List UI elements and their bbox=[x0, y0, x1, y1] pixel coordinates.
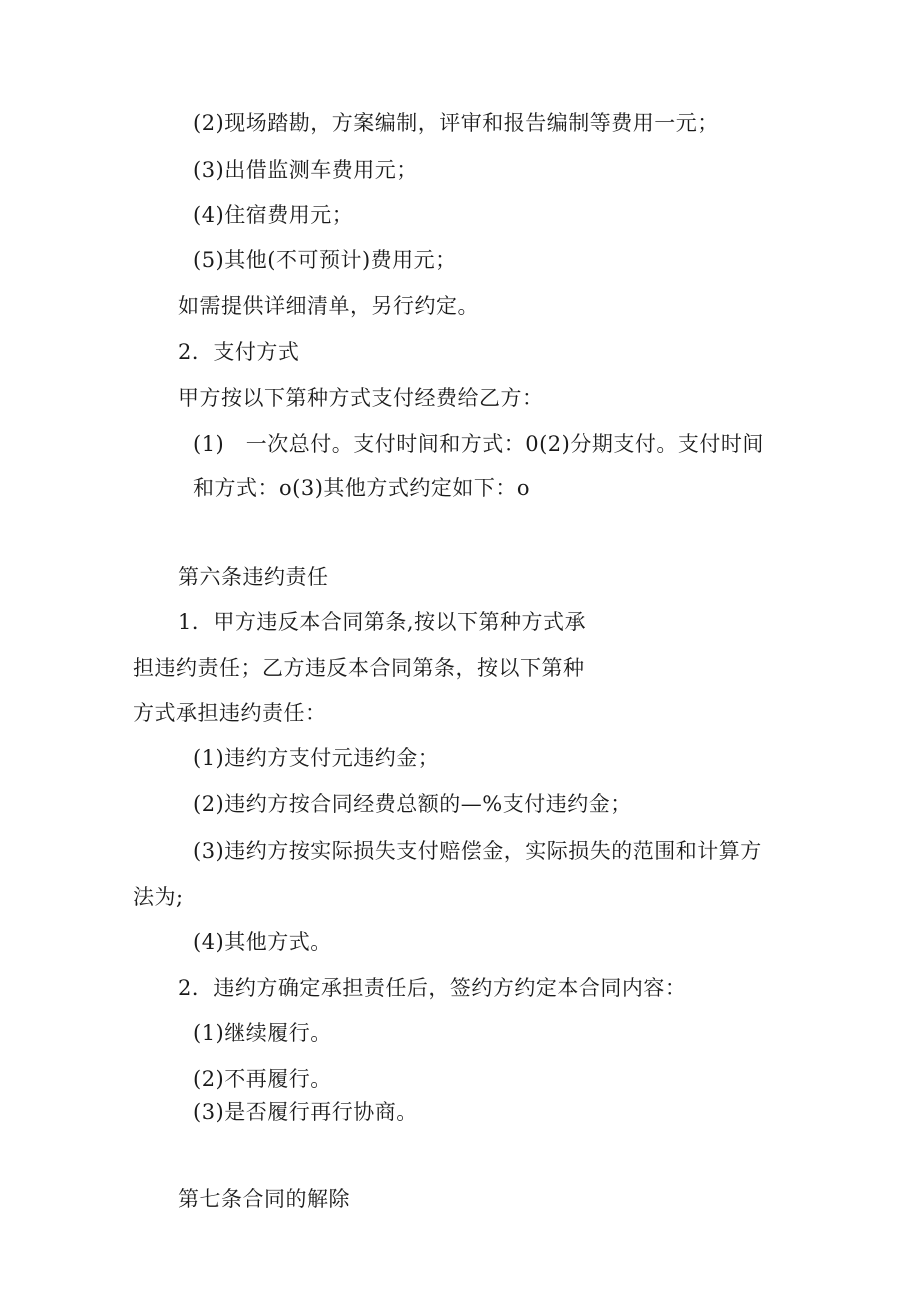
breach-option-2: (2)违约方按合同经费总额的—%支付违约金； bbox=[193, 792, 632, 816]
detail-list-note: 如需提供详细清单，另行约定。 bbox=[178, 294, 479, 318]
breach-clause-1-line-1: 1．甲方违反本合同第条,按以下第种方式承 bbox=[178, 610, 587, 634]
breach-clause-1-line-3: 方式承担违约责任： bbox=[133, 701, 327, 725]
payment-method-heading: 2．支付方式 bbox=[178, 340, 300, 364]
performance-option-2: (2)不再履行。 bbox=[193, 1067, 332, 1091]
payment-option-line-2: 和方式：o(3)其他方式约定如下：o bbox=[193, 476, 531, 500]
fee-item-3: (3)出借监测车费用元； bbox=[193, 158, 418, 182]
payment-option-line-1: (1) 一次总付。支付时间和方式：0(2)分期支付。支付时间 bbox=[193, 432, 764, 456]
fee-item-4: (4)住宿费用元； bbox=[193, 203, 354, 227]
section-6-heading: 第六条违约责任 bbox=[178, 565, 329, 589]
performance-option-3: (3)是否履行再行协商。 bbox=[193, 1100, 418, 1124]
section-7-heading: 第七条合同的解除 bbox=[178, 1187, 350, 1211]
breach-option-1: (1)违约方支付元违约金； bbox=[193, 746, 440, 770]
breach-option-3-line-2: 法为; bbox=[133, 885, 184, 909]
breach-option-4: (4)其他方式。 bbox=[193, 930, 332, 954]
fee-item-5: (5)其他(不可预计)费用元； bbox=[193, 248, 457, 272]
fee-item-2: (2)现场踏勘，方案编制，评审和报告编制等费用一元； bbox=[193, 111, 719, 135]
breach-clause-1-line-2: 担违约责任；乙方违反本合同第条，按以下第种 bbox=[133, 656, 585, 680]
breach-clause-2: 2．违约方确定承担责任后，签约方约定本合同内容： bbox=[178, 976, 687, 1000]
payment-method-intro: 甲方按以下第种方式支付经费给乙方： bbox=[178, 386, 544, 410]
breach-option-3-line-1: (3)违约方按实际损失支付赔偿金，实际损失的范围和计算方 bbox=[193, 839, 762, 863]
performance-option-1: (1)继续履行。 bbox=[193, 1021, 332, 1045]
